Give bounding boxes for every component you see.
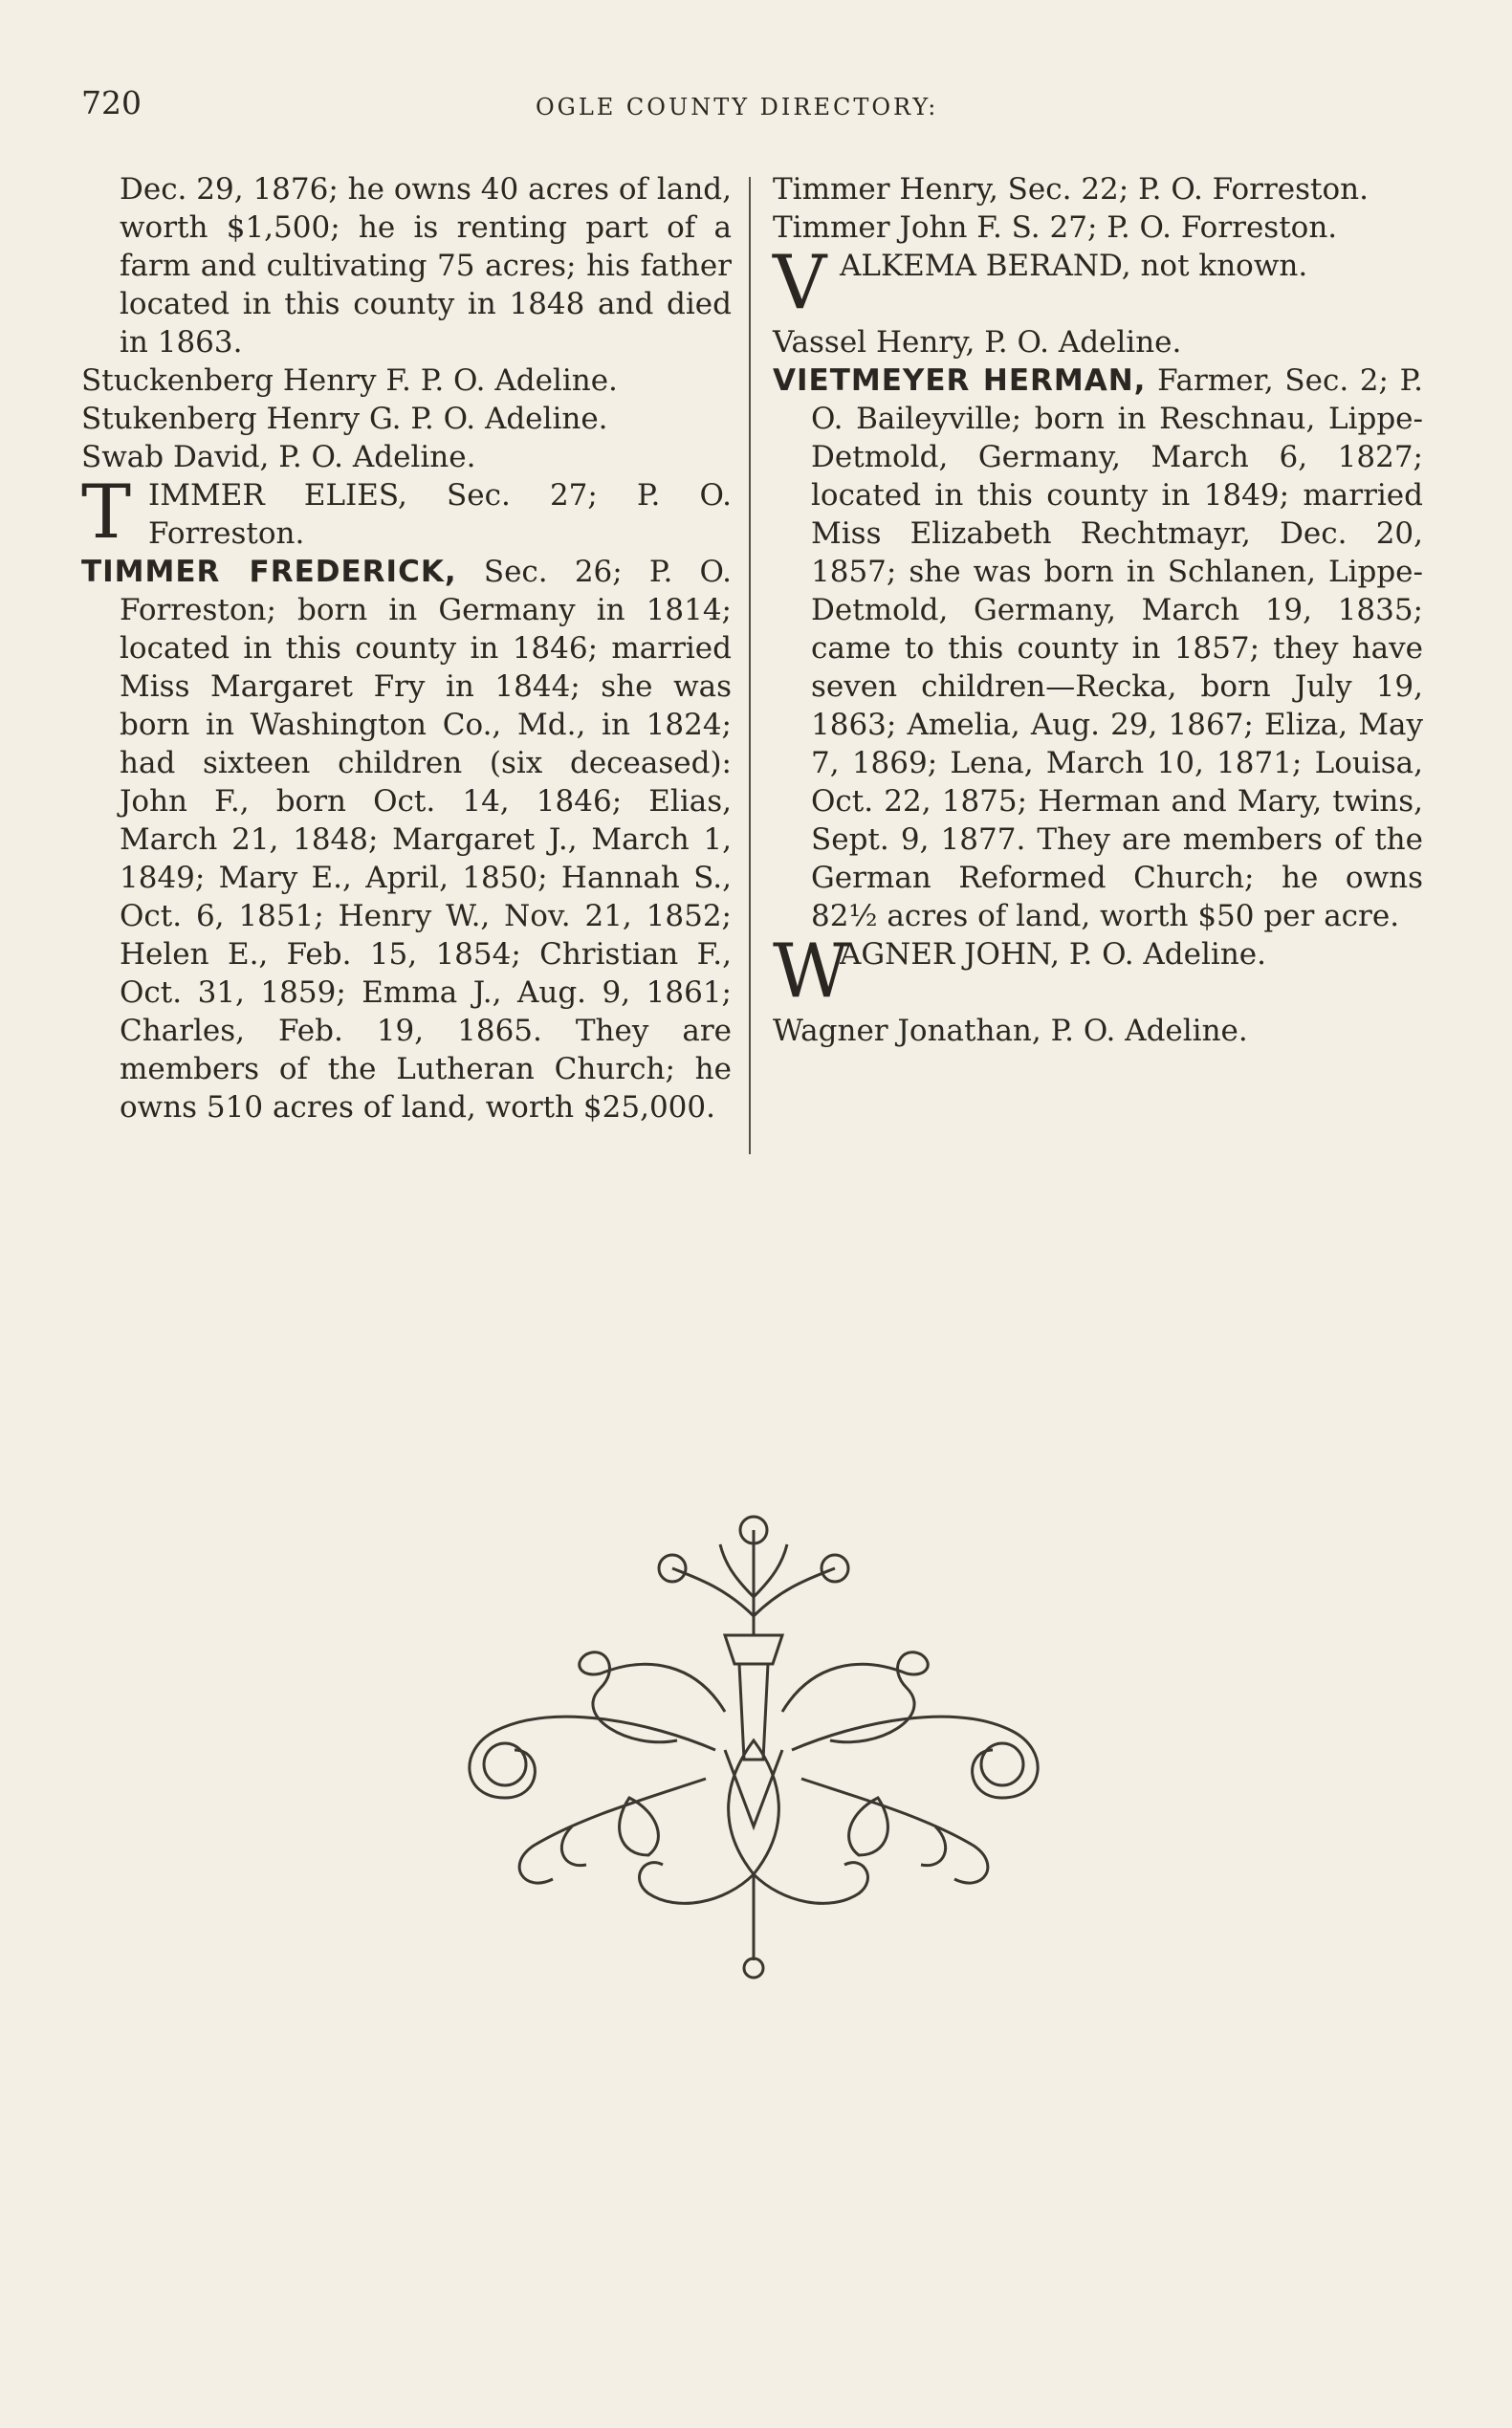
entry-stukenberg: Stukenberg Henry G. P. O. Adeline. — [81, 402, 608, 436]
entry-text: Farmer, Sec. 2; P. O. Baileyville; born in Reschnau, Lippe-Detmold, Germany, March 6, 1827; located in this county in 1849; married Miss Elizabeth Rechtmayr, Dec. 20, 1857; she was born in Schlanen, Lippe-Detmold, Germany, March 19, 1835; came to this county in 1857; they have seven children—Recka, born July 19, 1863; Amelia, Aug. 29, 1867; Eliza, May 7, 1869; Lena, March 10, 1871; Louisa, Oct. 22, 1875; Herman and Mary, twins, Sept. 9, 1877. They are members of the German Reformed Church; he owns 82½ acres of land, worth $50 per acre. — [811, 363, 1423, 933]
entry-text: Sec. 26; P. O. Forreston; born in Germany in 1814; located in this county in 1846; married Miss Margaret Fry in 1844; she was born in Washington Co., Md., in 1824; had sixteen children (six deceased): John F., born Oct. 14, 1846; Elias, March 21, 1848; Margaret J., March 1, 1849; Mary E., April, 1850; Hannah S., Oct. 6, 1851; Henry W., Nov. 21, 1852; Helen E., Feb. 15, 1854; Christian F., Oct. 31, 1859; Emma J., Aug. 9, 1861; Charles, Feb. 19, 1865. They are members of the Lutheran Church; he owns 510 acres of land, worth $25,000. — [120, 555, 732, 1125]
column-divider — [749, 177, 751, 1154]
entry-name: TIMMER FREDERICK, — [81, 555, 457, 589]
left-column — [81, 170, 732, 1127]
drop-cap: V — [773, 240, 827, 326]
entry-timmer-john: Timmer John F. S. 27; P. O. Forreston. — [773, 210, 1338, 245]
entry-text: ALKEMA BERAND, not known. — [840, 249, 1308, 283]
entry-timmer-henry: Timmer Henry, Sec. 22; P. O. Forreston. — [773, 172, 1369, 207]
right-column — [773, 170, 1423, 1050]
entry-stuckenberg: Stuckenberg Henry F. P. O. Adeline. — [81, 363, 618, 398]
entry-timmer-elies — [81, 470, 732, 556]
entry-valkema — [773, 240, 1423, 326]
page-number: 720 — [81, 84, 142, 121]
entry-wagner-jonathan: Wagner Jonathan, P. O. Adeline. — [773, 1014, 1248, 1048]
entry-vietmeyer — [773, 361, 1423, 935]
entry-vassel: Vassel Henry, P. O. Adeline. — [773, 325, 1182, 360]
entry-wagner-john — [773, 929, 1423, 1015]
entry-name: VIETMEYER HERMAN, — [773, 363, 1147, 398]
continued-entry: Dec. 29, 1876; he owns 40 acres of land, worth $1,500; he is renting part of a farm and cultivating 75 acres; his father located in this county in 1848 and died in 1863. — [120, 172, 732, 360]
drop-cap: W — [773, 929, 850, 1015]
entry-text: AGNER JOHN, P. O. Adeline. — [840, 937, 1266, 972]
entry-text: IMMER ELIES, Sec. 27; P. O. Forreston. — [148, 478, 732, 551]
floral-ornament-icon — [438, 1511, 1069, 1989]
running-head: OGLE COUNTY DIRECTORY: — [536, 94, 939, 120]
drop-cap: T — [81, 470, 132, 556]
entry-swab: Swab David, P. O. Adeline. — [81, 440, 476, 474]
entry-timmer-frederick — [81, 553, 732, 1127]
